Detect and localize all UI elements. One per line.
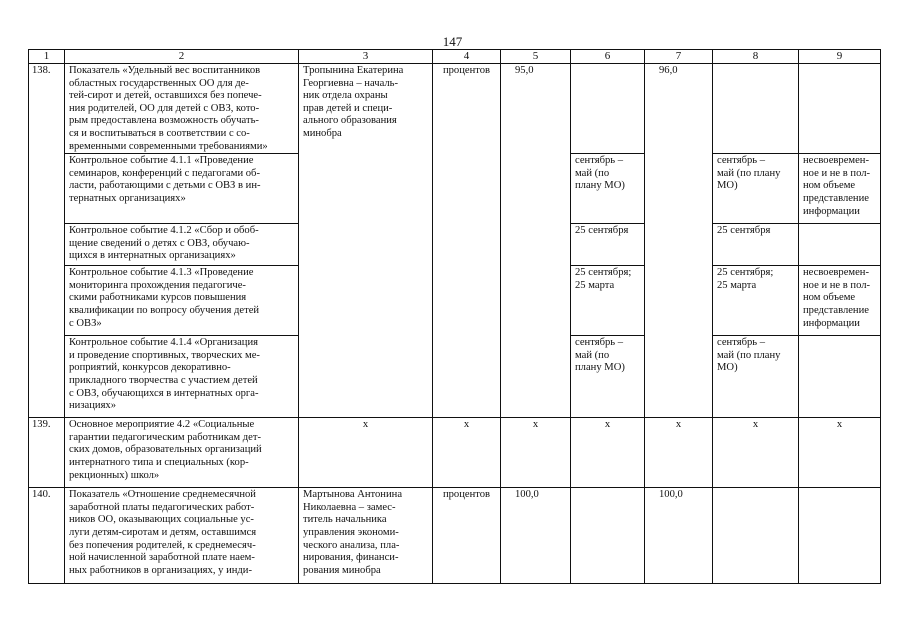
- value-cell-6: сентябрь – май (по плану МО): [571, 154, 645, 224]
- value-cell-8: 25 сентября: [713, 224, 799, 266]
- value-cell-3: х: [299, 418, 433, 488]
- row-description: Контрольное событие 4.1.4 «Организация и проведение спортивных, творческих ме- роприятий, конкурсов декоративно- прикладного творчества с участием детей с ОВЗ, обучающихся в интернатных орга- низациях»: [65, 336, 299, 418]
- row-number: 138.: [29, 64, 65, 418]
- value-cell-9: [799, 64, 881, 154]
- value-cell-9: [799, 224, 881, 266]
- value-cell-7: 96,0: [645, 64, 713, 418]
- value-cell-8: [713, 488, 799, 584]
- value-cell-9: [799, 488, 881, 584]
- value-cell-7: 100,0: [645, 488, 713, 584]
- responsible-person: Мартынова Антонина Николаевна – замес- титель начальника управления экономи- ческого анализа, пла- нирования, финанси- рования минобра: [299, 488, 433, 584]
- value-cell-6: [571, 64, 645, 154]
- row-description: Контрольное событие 4.1.2 «Сбор и обоб- щение сведений о детях с ОВЗ, обучаю- щихся в интернатных организациях»: [65, 224, 299, 266]
- column-number: 8: [713, 50, 799, 64]
- value-cell-9: [799, 336, 881, 418]
- column-number: 5: [501, 50, 571, 64]
- value-cell-6: 25 сентября: [571, 224, 645, 266]
- value-cell-8: х: [713, 418, 799, 488]
- column-number: 7: [645, 50, 713, 64]
- column-number-row: [29, 50, 881, 64]
- value-cell-8: 25 сентября; 25 марта: [713, 266, 799, 336]
- page-number: 147: [442, 34, 463, 49]
- column-number: 4: [433, 50, 501, 64]
- value-cell-8: сентябрь – май (по плану МО): [713, 336, 799, 418]
- report-table: [28, 49, 881, 584]
- responsible-person: Тропынина Екатерина Георгиевна – началь- ник отдела охраны прав детей и специ- ального образования минобра: [299, 64, 433, 418]
- value-cell-6: 25 сентября; 25 марта: [571, 266, 645, 336]
- value-cell-9: несвоевремен- ное и не в пол- ном объеме представление информации: [799, 154, 881, 224]
- value-cell-5: 95,0: [501, 64, 571, 418]
- value-cell-6: х: [571, 418, 645, 488]
- value-cell-5: х: [501, 418, 571, 488]
- value-cell-9: х: [799, 418, 881, 488]
- table-row-138: [29, 64, 881, 154]
- row-number: 140.: [29, 488, 65, 584]
- column-number: 6: [571, 50, 645, 64]
- column-number: 9: [799, 50, 881, 64]
- row-description: Контрольное событие 4.1.1 «Проведение семинаров, конференций с педагогами об- ласти, работающими с детьми с ОВЗ в ин- тернатных организациях»: [65, 154, 299, 224]
- value-cell-4: х: [433, 418, 501, 488]
- value-cell-8: сентябрь – май (по плану МО): [713, 154, 799, 224]
- value-cell-5: 100,0: [501, 488, 571, 584]
- column-number: 3: [299, 50, 433, 64]
- value-cell-6: [571, 488, 645, 584]
- row-description: Показатель «Отношение среднемесячной заработной платы педагогических работ- ников ОО, оказывающих социальные ус- луги детям-сиротам и детям, оставшимся без попечения родителей, к среднемесяч- ной начисленной заработной плате наем- ных работников в организациях, у инди-: [65, 488, 299, 584]
- column-number: 2: [65, 50, 299, 64]
- value-cell-8: [713, 64, 799, 154]
- value-cell-7: х: [645, 418, 713, 488]
- unit-cell: процентов: [433, 64, 501, 418]
- row-description: Контрольное событие 4.1.3 «Проведение мониторинга прохождения педагогиче- скими работниками курсов повышения квалификации по вопросу обучения детей с ОВЗ»: [65, 266, 299, 336]
- unit-cell: процентов: [433, 488, 501, 584]
- row-description: Показатель «Удельный вес воспитанников областных государственных ОО для де- тей-сирот и детей, оставшихся без попече- ния родителей, ОО для детей с ОВЗ, кото- рым предоставлена возможность обучать- ся и воспитываться в соответствии с со- временными современными требованиями»: [65, 64, 299, 154]
- column-number: 1: [29, 50, 65, 64]
- table-row-139: [29, 418, 881, 488]
- value-cell-6: сентябрь – май (по плану МО): [571, 336, 645, 418]
- row-description: Основное мероприятие 4.2 «Социальные гарантии педагогическим работникам дет- ских домов, образовательных организаций интернатного типа и специальных (кор- рекционных) школ»: [65, 418, 299, 488]
- table-row-140: [29, 488, 881, 584]
- value-cell-9: несвоевремен- ное и не в пол- ном объеме представление информации: [799, 266, 881, 336]
- row-number: 139.: [29, 418, 65, 488]
